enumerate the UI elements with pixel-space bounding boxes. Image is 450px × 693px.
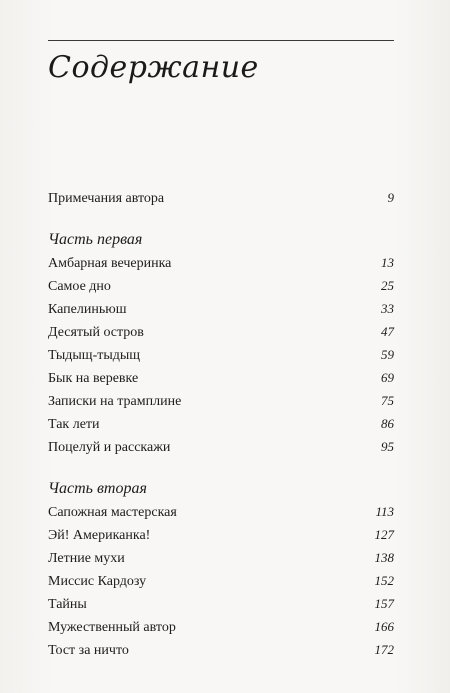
toc-entry-label: Записки на трамплине (48, 394, 182, 409)
toc-entry-preface (48, 190, 394, 213)
toc-entry (48, 393, 394, 416)
table-of-contents (48, 190, 394, 665)
top-rule (48, 40, 394, 41)
part1-list (48, 255, 394, 462)
toc-entry-label: Летние мухи (48, 551, 125, 566)
toc-entry (48, 527, 394, 550)
toc-entry-page: 127 (374, 527, 394, 542)
toc-entry-page: 95 (381, 439, 394, 454)
toc-entry-page: 152 (374, 573, 394, 588)
toc-entry-label: Мужественный автор (48, 620, 176, 635)
toc-entry (48, 619, 394, 642)
toc-entry-label: Тост за ничто (48, 643, 129, 658)
toc-entry (48, 416, 394, 439)
toc-entry-page: 138 (374, 550, 394, 565)
toc-entry (48, 573, 394, 596)
toc-entry (48, 550, 394, 573)
toc-entry-label: Так лети (48, 417, 100, 432)
toc-entry-page: 75 (381, 393, 394, 408)
part2-list (48, 504, 394, 665)
toc-entry-page: 13 (381, 255, 394, 270)
toc-entry (48, 370, 394, 393)
toc-entry-page: 9 (387, 190, 394, 205)
toc-entry-label: Капелиньюш (48, 302, 127, 317)
toc-entry (48, 504, 394, 527)
toc-entry-label: Миссис Кардозу (48, 574, 147, 589)
toc-entry-page: 33 (381, 301, 394, 316)
section-heading-part1: Часть первая (48, 231, 143, 248)
toc-entry-label: Десятый остров (48, 325, 144, 340)
toc-entry-page: 172 (374, 642, 394, 657)
toc-entry-label: Сапожная мастерская (48, 505, 177, 520)
toc-entry-label: Бык на веревке (48, 371, 139, 386)
toc-entry (48, 301, 394, 324)
toc-entry-page: 47 (381, 324, 394, 339)
toc-entry (48, 347, 394, 370)
toc-entry-page: 86 (381, 416, 394, 431)
toc-entry-page: 25 (381, 278, 394, 293)
toc-entry-label: Примечания автора (48, 191, 165, 206)
toc-entry-page: 157 (374, 596, 394, 611)
toc-entry (48, 278, 394, 301)
toc-entry (48, 642, 394, 665)
toc-entry (48, 255, 394, 278)
page-title: Содержание (48, 50, 259, 85)
toc-entry (48, 324, 394, 347)
toc-entry-page: 166 (374, 619, 394, 634)
toc-entry (48, 596, 394, 619)
toc-entry-page: 113 (375, 504, 394, 519)
section-heading-part2: Часть вторая (48, 480, 147, 497)
toc-entry-label: Эй! Американка! (48, 528, 151, 543)
toc-entry-label: Тыдыщ-тыдыщ (48, 348, 141, 363)
toc-entry-page: 59 (381, 347, 394, 362)
toc-entry-label: Амбарная вечеринка (48, 256, 172, 271)
toc-entry (48, 439, 394, 462)
toc-entry-label: Поцелуй и расскажи (48, 440, 171, 455)
toc-entry-page: 69 (381, 370, 394, 385)
toc-entry-label: Тайны (48, 597, 87, 612)
toc-entry-label: Самое дно (48, 279, 111, 294)
